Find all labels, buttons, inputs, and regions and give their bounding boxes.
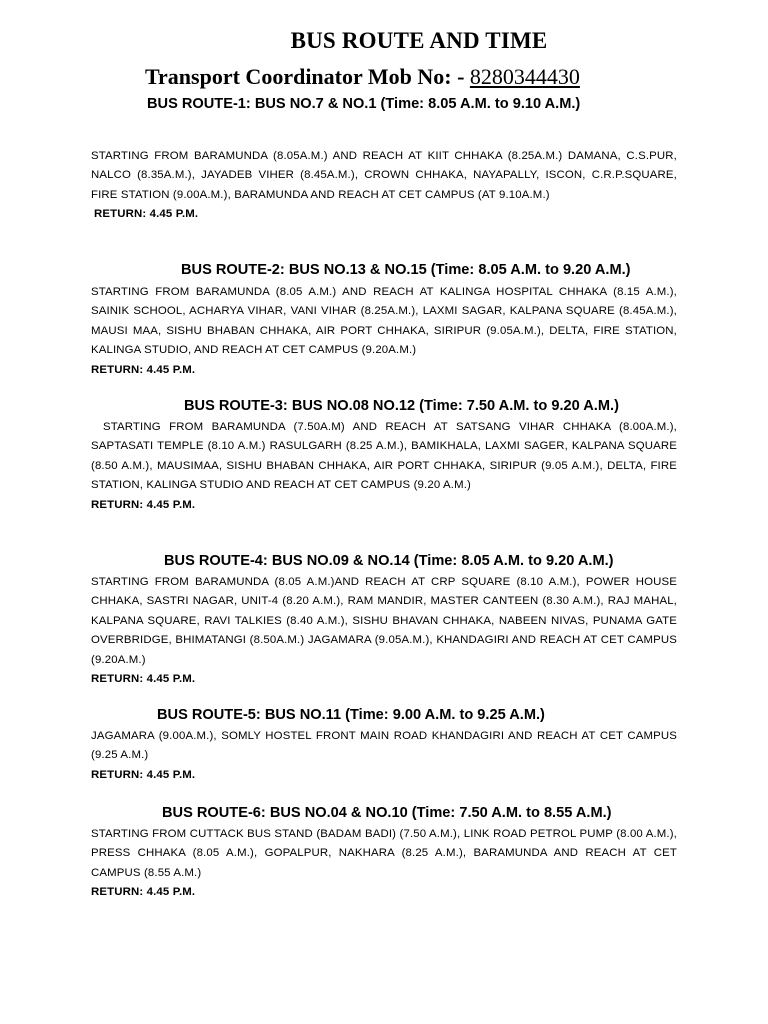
route-3-heading: BUS ROUTE-3: BUS NO.08 NO.12 (Time: 7.50 A.M. to 9.20 A.M.) <box>184 398 619 414</box>
route-5-heading: BUS ROUTE-5: BUS NO.11 (Time: 9.00 A.M. to 9.25 A.M.) <box>157 707 545 723</box>
route-1-section <box>91 147 677 225</box>
route-4-description: STARTING FROM BARAMUNDA (8.05 A.M.)AND REACH AT CRP SQUARE (8.10 A.M.), POWER HOUSE CHHAKA, SASTRI NAGAR, UNIT-4 (8.20 A.M.), RAM MANDIR, MASTER CANTEEN (8.30 A.M.), RAJ MAHAL, KALPANA SQUARE, RAVI TALKIES (8.40 A.M.), SISHU BHAVAN CHHAKA, NABEEN NIVAS, PUNAMA GATE OVERBRIDGE, BHIMATANGI (8.50A.M.) JAGAMARA (9.05A.M.), KHANDAGIRI AND REACH AT CET CAMPUS (9.20A.M.) <box>91 576 677 666</box>
route-3-return: RETURN: 4.45 P.M. <box>91 498 196 511</box>
route-4-heading: BUS ROUTE-4: BUS NO.09 & NO.14 (Time: 8.05 A.M. to 9.20 A.M.) <box>164 553 614 569</box>
route-4-return: RETURN: 4.45 P.M. <box>91 673 196 686</box>
route-5-description: JAGAMARA (9.00A.M.), SOMLY HOSTEL FRONT MAIN ROAD KHANDAGIRI AND REACH AT CET CAMPUS (9.25 A.M.) <box>91 730 677 762</box>
route-6-return: RETURN: 4.45 P.M. <box>91 886 196 899</box>
route-1-heading: BUS ROUTE-1: BUS NO.7 & NO.1 (Time: 8.05 A.M. to 9.10 A.M.) <box>147 96 581 112</box>
route-1-description: STARTING FROM BARAMUNDA (8.05A.M.) AND REACH AT KIIT CHHAKA (8.25A.M.) DAMANA, C.S.PUR, NALCO (8.35A.M.), JAYADEB VIHER (8.45A.M.), CROWN CHHAKA, NAYAPALLY, ISCON, C.R.P.SQUARE, FIRE STATION (9.00A.M.), BARAMUNDA AND REACH AT CET CAMPUS (AT 9.10A.M.) <box>91 150 677 201</box>
route-5-return: RETURN: 4.45 P.M. <box>91 768 196 781</box>
route-5-section <box>91 727 677 785</box>
route-3-section <box>91 418 677 515</box>
coordinator-line <box>145 64 580 90</box>
coordinator-label: Transport Coordinator Mob No: - <box>145 64 470 89</box>
route-2-description: STARTING FROM BARAMUNDA (8.05 A.M.) AND REACH AT KALINGA HOSPITAL CHHAKA (8.15 A.M.), SAINIK SCHOOL, ACHARYA VIHAR, VANI VIHAR (8.25A.M.), LAXMI SAGAR, KALPANA SQUARE (8.45A.M.), MAUSI MAA, SISHU BHABAN CHHAKA, AIR PORT CHHAKA, SIRIPUR (9.05A.M.), DELTA, FIRE STATION, KALINGA STUDIO, AND REACH AT CET CAMPUS (9.20A.M.) <box>91 286 677 357</box>
coordinator-phone: 8280344430 <box>469 64 580 89</box>
route-2-heading: BUS ROUTE-2: BUS NO.13 & NO.15 (Time: 8.05 A.M. to 9.20 A.M.) <box>181 262 631 278</box>
page-title: BUS ROUTE AND TIME <box>290 28 548 53</box>
route-2-return: RETURN: 4.45 P.M. <box>91 363 196 376</box>
route-3-description: STARTING FROM BARAMUNDA (7.50A.M) AND REACH AT SATSANG VIHAR CHHAKA (8.00A.M.), SAPTASATI TEMPLE (8.10 A.M.) RASULGARH (8.25 A.M.), BAMIKHALA, LAXMI SAGER, KALPANA SQUARE (8.50 A.M.), MAUSIMAA, SISHU BHABAN CHHAKA, AIR PORT CHHAKA, SIRIPUR (9.05 A.M.), DELTA, FIRE STATION, KALINGA STUDIO AND REACH AT CET CAMPUS (9.20 A.M.) <box>91 421 677 492</box>
route-6-section <box>91 825 677 903</box>
route-2-section <box>91 283 677 380</box>
route-1-return: RETURN: 4.45 P.M. <box>94 208 199 221</box>
route-6-description: STARTING FROM CUTTACK BUS STAND (BADAM BADI) (7.50 A.M.), LINK ROAD PETROL PUMP (8.00 A.M.), PRESS CHHAKA (8.05 A.M.), GOPALPUR, NAKHARA (8.25 A.M.), BARAMUNDA AND REACH AT CET CAMPUS (8.55 A.M.) <box>91 828 677 879</box>
route-6-heading: BUS ROUTE-6: BUS NO.04 & NO.10 (Time: 7.50 A.M. to 8.55 A.M.) <box>162 805 612 821</box>
route-4-section <box>91 573 677 689</box>
